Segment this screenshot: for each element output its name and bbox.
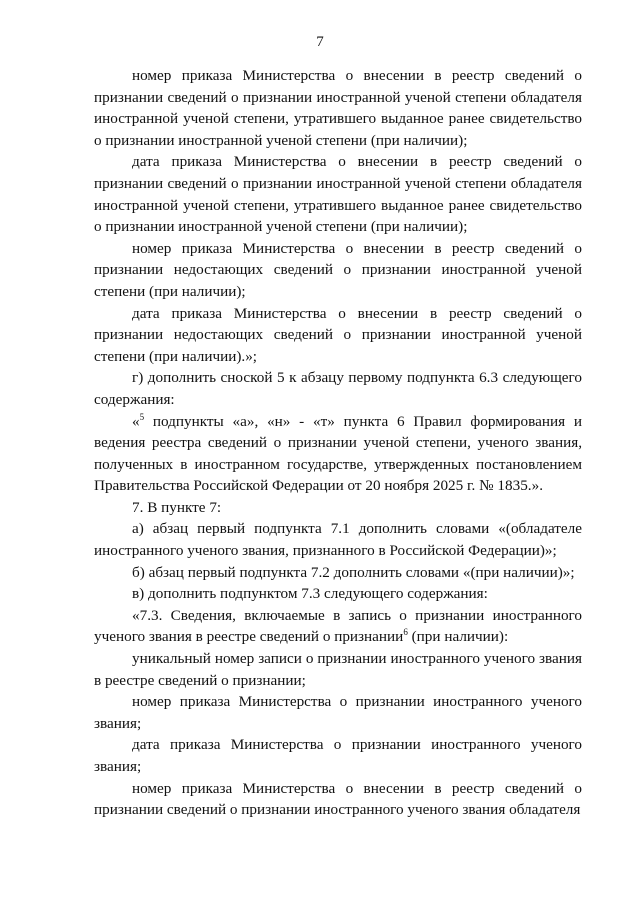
paragraph: а) абзац первый подпункта 7.1 дополнить словами «(обладателе иностранного ученого звания, признанного в Российской Федерации)»; (94, 520, 582, 560)
text-fragment: подпункты «а», «н» - «т» пункта 6 Правил формирования и ведения реестра сведений о признании ученой степени, ученого звания, полученных в иностранном государстве, утвержденных постановлением Правительства Российской Федерации от 20 ноября 2025 г. № 1835.». (94, 412, 582, 495)
paragraph: в) дополнить подпунктом 7.3 следующего содержания: (132, 585, 488, 603)
paragraph: номер приказа Министерства о внесении в реестр сведений о признании сведений о признании иностранного ученого звания обладателя (94, 779, 582, 819)
text-fragment: «7.3. Сведения, включаемые в запись о признании иностранного ученого звания в реестре сведений о признании (94, 606, 582, 646)
paragraph-with-footnote (94, 605, 582, 648)
page-number: 7 (316, 34, 324, 50)
text-fragment: (при наличии): (407, 628, 509, 646)
paragraph: 7. В пункте 7: (132, 498, 222, 516)
paragraph: г) дополнить сноской 5 к абзацу первому подпункта 6.3 следующего содержания: (94, 369, 582, 408)
document-body (94, 65, 582, 821)
paragraph: дата приказа Министерства о внесении в реестр сведений о признании недостающих сведений о признании иностранной ученой степени (при наличии).»; (94, 304, 582, 365)
paragraph: дата приказа Министерства о внесении в реестр сведений о признании сведений о признании иностранной ученой степени обладателя иностранной ученой степени, утратившего выданное ранее свидетельство о признании иностранной ученой степени (при наличии); (94, 153, 582, 236)
paragraph: дата приказа Министерства о признании иностранного ученого звания; (94, 736, 582, 775)
footnote-text-paragraph (94, 411, 582, 497)
paragraph: номер приказа Министерства о внесении в реестр сведений о признании недостающих сведений о признании иностранной ученой степени (при наличии); (94, 239, 582, 300)
footnote-marker: 6 (403, 627, 408, 638)
paragraph: номер приказа Министерства о внесении в реестр сведений о признании сведений о признании иностранной ученой степени обладателя иностранной ученой степени, утратившего выданное ранее свидетельство о признании иностранной ученой степени (при наличии); (94, 67, 582, 149)
paragraph: б) абзац первый подпункта 7.2 дополнить словами «(при наличии)»; (132, 563, 575, 581)
paragraph: уникальный номер записи о признании иностранного ученого звания в реестре сведений о признании; (94, 650, 582, 689)
paragraph: номер приказа Министерства о признании иностранного ученого звания; (94, 693, 582, 732)
text-fragment: « (132, 412, 140, 430)
footnote-marker: 5 (139, 411, 145, 422)
